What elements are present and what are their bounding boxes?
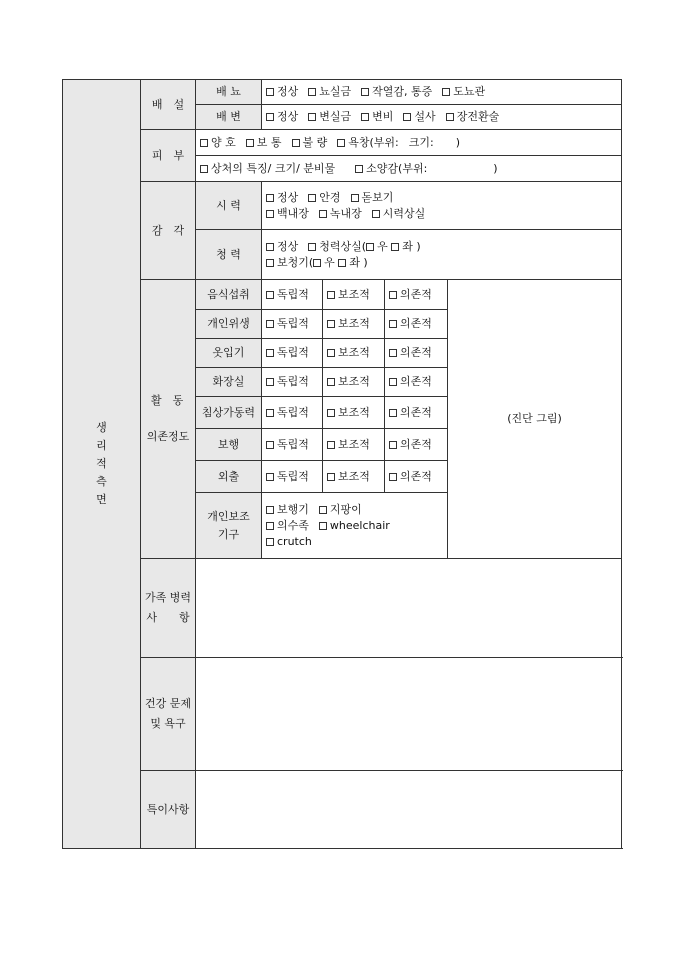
activity-dependency-label — [141, 280, 196, 559]
checkbox[interactable]: 양 호 — [200, 136, 236, 149]
checkbox[interactable]: 독립적 — [262, 339, 323, 368]
skin-label: 피 부 — [141, 130, 196, 182]
sense-label: 감 각 — [141, 182, 196, 280]
skin-options-row2 — [196, 156, 622, 182]
health-needs-label: 건강 문제 및 욕구 — [141, 658, 196, 771]
skin-options-row1 — [196, 130, 622, 156]
checkbox[interactable]: 설사 — [403, 110, 435, 123]
activity-dressing: 옷입기 — [196, 339, 262, 368]
hearing-label: 청 력 — [196, 230, 262, 280]
checkbox[interactable]: 보조적 — [323, 461, 385, 493]
activity-label: 활 동 — [151, 394, 184, 407]
checkbox[interactable]: 독립적 — [262, 397, 323, 429]
checkbox[interactable]: 정상 — [266, 85, 298, 98]
checkbox[interactable]: 의존적 — [385, 397, 448, 429]
checkbox[interactable]: crutch — [266, 535, 312, 548]
family-history-label: 가족 병력 사 항 — [141, 559, 196, 658]
checkbox[interactable]: 시력상실 — [372, 207, 426, 220]
diagram-placeholder: (진단 그림) — [507, 412, 562, 425]
checkbox[interactable]: 변비 — [361, 110, 393, 123]
special-notes-label: 특이사항 — [141, 771, 196, 849]
checkbox[interactable]: 의존적 — [385, 310, 448, 339]
checkbox[interactable]: 의수족 — [266, 519, 309, 532]
checkbox[interactable]: 의존적 — [385, 368, 448, 397]
assessment-form — [62, 79, 622, 849]
activity-bed-mobility: 침상가동력 — [196, 397, 262, 429]
checkbox[interactable]: 의존적 — [385, 429, 448, 461]
family-history-field[interactable] — [196, 559, 622, 658]
checkbox[interactable]: 보조적 — [323, 429, 385, 461]
checkbox[interactable]: 도뇨관 — [442, 85, 485, 98]
checkbox[interactable]: 의존적 — [385, 461, 448, 493]
checkbox[interactable]: 청력상실( 우 좌 ) — [308, 240, 420, 253]
activity-eating: 음식섭취 — [196, 280, 262, 310]
checkbox[interactable]: 안경 — [308, 191, 340, 204]
urination-label: 배 뇨 — [196, 80, 262, 105]
checkbox[interactable]: 정상 — [266, 191, 298, 204]
physical-aspect-label: 생 리 적 측 면 — [63, 80, 141, 849]
checkbox[interactable]: wheelchair — [319, 519, 390, 532]
defecation-options — [262, 105, 622, 130]
hearing-options — [262, 230, 622, 280]
size-field: 크기: ) — [408, 135, 461, 149]
activity-outing: 외출 — [196, 461, 262, 493]
checkbox[interactable]: 독립적 — [262, 310, 323, 339]
checkbox[interactable]: 독립적 — [262, 368, 323, 397]
checkbox[interactable]: 백내장 — [266, 207, 309, 220]
checkbox[interactable]: 보행기 — [266, 503, 309, 516]
vision-options — [262, 182, 622, 230]
checkbox[interactable]: 불 량 — [292, 136, 328, 149]
checkbox[interactable]: 소양감(부위: ) — [355, 162, 497, 175]
checkbox[interactable]: 상처의 특징/ 크기/ 분비물 — [200, 162, 335, 175]
activity-hygiene: 개인위생 — [196, 310, 262, 339]
checkbox[interactable]: 작열감, 통증 — [361, 85, 432, 98]
checkbox[interactable]: 보조적 — [323, 310, 385, 339]
checkbox[interactable]: 보청기( 우 좌 ) — [266, 256, 368, 269]
diagnosis-diagram-area[interactable] — [448, 280, 622, 559]
checkbox[interactable]: 보조적 — [323, 339, 385, 368]
checkbox[interactable]: 돋보기 — [351, 191, 394, 204]
dependency-label: 의존정도 — [146, 430, 190, 443]
vision-label: 시 력 — [196, 182, 262, 230]
checkbox[interactable]: 의존적 — [385, 339, 448, 368]
urination-options — [262, 80, 622, 105]
health-needs-field[interactable] — [196, 658, 622, 771]
defecation-label: 배 변 — [196, 105, 262, 130]
checkbox[interactable]: 보 통 — [246, 136, 282, 149]
checkbox[interactable]: 변실금 — [308, 110, 351, 123]
checkbox[interactable]: 지팡이 — [319, 503, 362, 516]
checkbox[interactable]: 보조적 — [323, 397, 385, 429]
checkbox[interactable]: 정상 — [266, 110, 298, 123]
checkbox[interactable]: 보조적 — [323, 368, 385, 397]
checkbox[interactable]: 장전환술 — [446, 110, 500, 123]
checkbox[interactable]: 독립적 — [262, 429, 323, 461]
personal-aids-label: 개인보조 기구 — [196, 493, 262, 559]
checkbox[interactable]: 뇨실금 — [308, 85, 351, 98]
activity-toilet: 화장실 — [196, 368, 262, 397]
checkbox[interactable]: 욕창(부위: — [337, 136, 399, 149]
personal-aids-options — [262, 493, 448, 559]
checkbox[interactable]: 보조적 — [323, 280, 385, 310]
checkbox[interactable]: 독립적 — [262, 461, 323, 493]
checkbox[interactable]: 독립적 — [262, 280, 323, 310]
excretion-label: 배 설 — [141, 80, 196, 130]
checkbox[interactable]: 녹내장 — [319, 207, 362, 220]
activity-walking: 보행 — [196, 429, 262, 461]
checkbox[interactable]: 의존적 — [385, 280, 448, 310]
special-notes-field[interactable] — [196, 771, 622, 849]
checkbox[interactable]: 정상 — [266, 240, 298, 253]
